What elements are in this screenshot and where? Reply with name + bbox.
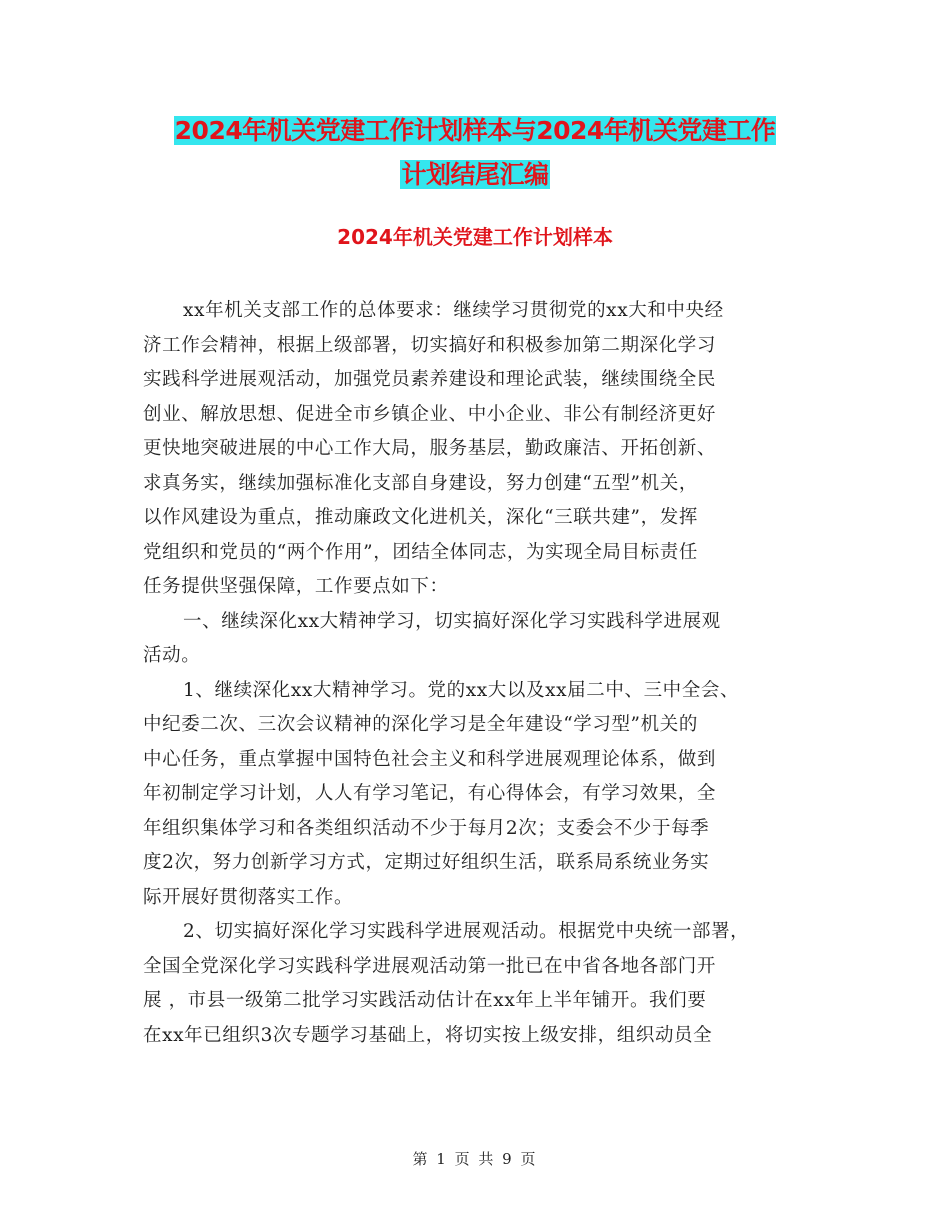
text-line: 活动。 [143,645,201,666]
text-line: 1、继续深化xx大精神学习。党的xx大以及xx届二中、三中全会、 [183,679,740,701]
section-title: 2024年机关党建工作计划样本 [337,225,613,249]
text-line: 年组织集体学习和各类组织活动不少于每月2次；支委会不少于每季 [143,817,710,839]
text-line: 一、继续深化xx大精神学习，切实搞好深化学习实践科学进展观 [183,610,721,632]
text-line: 2、切实搞好深化学习实践科学进展观活动。根据党中央统一部署， [183,921,750,942]
text-line: xx年机关支部工作的总体要求：继续学习贯彻党的xx大和中央经 [183,300,724,321]
text-line: 党组织和党员的“两个作用”，团结全体同志，为实现全局目标责任 [143,541,698,563]
text-line: 年初制定学习计划，人人有学习笔记，有心得体会，有学习效果，全 [143,783,717,804]
text-line: 济工作会精神，根据上级部署，切实搞好和积极参加第二期深化学习 [143,334,717,356]
text-line: 创业、解放思想、促进全市乡镇企业、中小企业、非公有制经济更好 [143,403,717,425]
title-highlight-1: 2024年机关党建工作计划样本与2024年机关党建工作 [174,116,776,145]
text-line: 任务提供坚强保障，工作要点如下： [143,576,449,597]
title-highlight-2: 计划结尾汇编 [401,160,549,189]
document-title-line-2 [0,158,950,192]
text-line: 在xx年已组织3次专题学习基础上，将切实按上级安排，组织动员全 [143,1024,713,1046]
text-line: 求真务实，继续加强标准化支部自身建设，努力创建“五型”机关， [143,472,698,494]
text-line: 实践科学进展观活动，加强党员素养建设和理论武装，继续围绕全民 [143,369,717,390]
text-line: 中纪委二次、三次会议精神的深化学习是全年建设“学习型”机关的 [143,714,698,735]
text-line: 以作风建设为重点，推动廉政文化进机关，深化“三联共建”，发挥 [143,507,698,528]
text-line: 中心任务，重点掌握中国特色社会主义和科学进展观理论体系，做到 [143,748,717,770]
text-line: 全国全党深化学习实践科学进展观活动第一批已在中省各地各部门开 [143,955,717,977]
body-text [143,294,843,1053]
page-footer: 第 1 页 共 9 页 [412,1150,538,1168]
text-line: 更快地突破进展的中心工作大局，服务基层，勤政廉洁、开拓创新、 [143,438,717,459]
text-line: 际开展好贯彻落实工作。 [143,886,354,908]
text-line: 度2次，努力创新学习方式，定期过好组织生活，联系局系统业务实 [143,852,710,873]
document-title-line-1 [0,114,950,148]
text-line: 展 ，市县一级第二批学习实践活动估计在xx年上半年铺开。我们要 [143,990,707,1011]
